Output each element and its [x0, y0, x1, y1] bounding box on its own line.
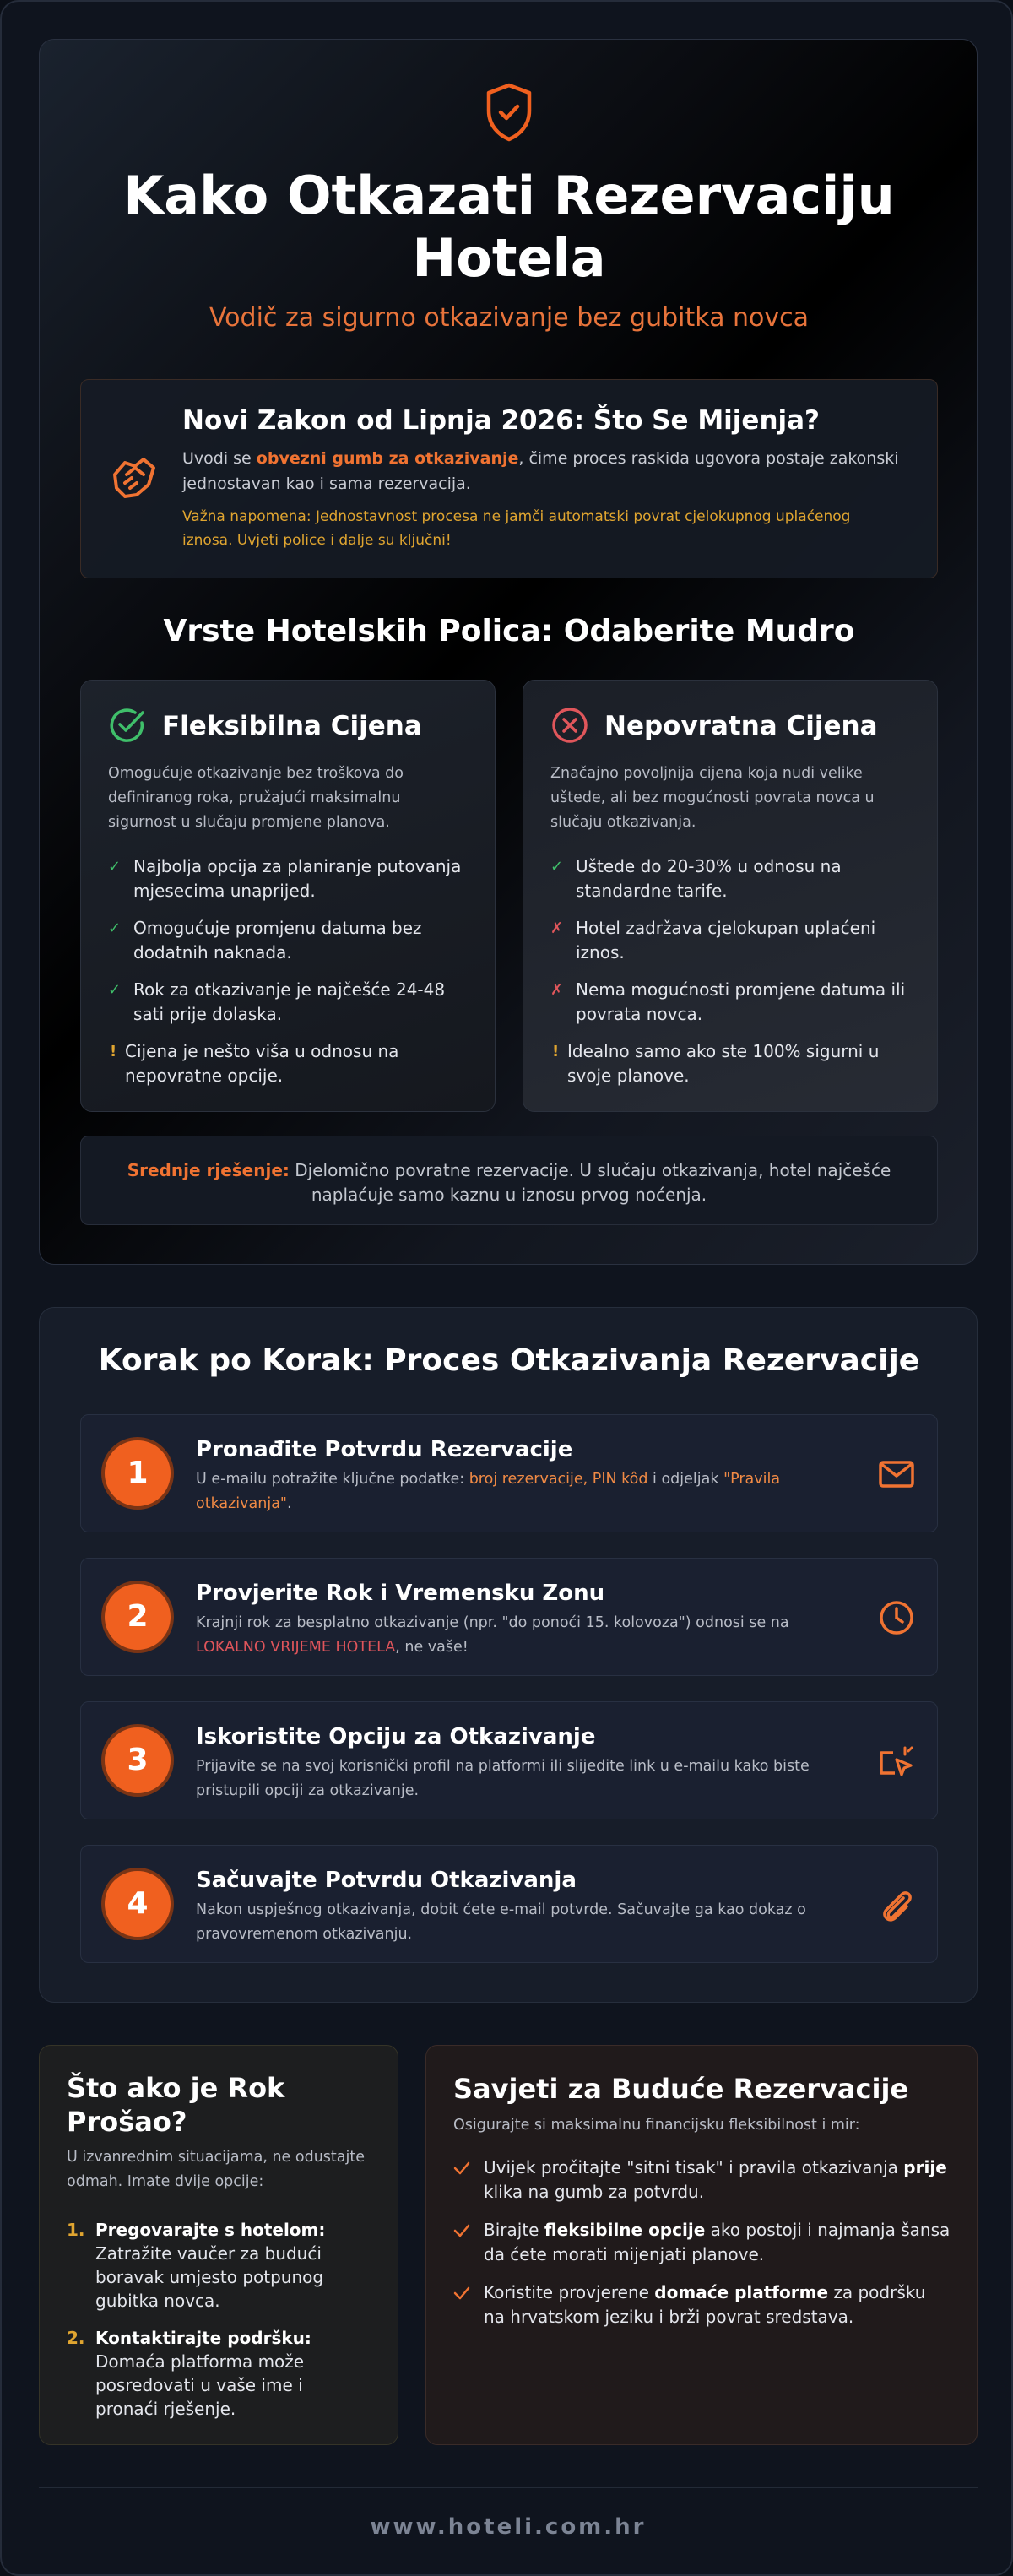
- check-icon: [453, 2224, 470, 2237]
- step-description: Prijavite se na svoj korisnički profil na platformi ili slijedite link u e-mailu kako biste pristupili opciji za otkazivanje.: [196, 1758, 810, 1799]
- step-description: Nakon uspješnog otkazivanja, dobit ćete e-mail potvrde. Sačuvajte ga kao dokaz o pravovremenom otkazivanju.: [196, 1901, 806, 1943]
- law-warning-note: Važna napomena: Jednostavnost procesa ne jamči automatski povrat cjelokupnog uplaćenog iznosa. Uvjeti police i dalje su ključni!: [182, 508, 851, 549]
- footer-url[interactable]: www.hoteli.com.hr: [370, 2514, 647, 2540]
- step-number: 1: [101, 1437, 174, 1510]
- law-title: Novi Zakon od Lipnja 2026: Što Se Mijenja?: [182, 405, 821, 436]
- steps-section: [39, 1307, 978, 2003]
- law-description: Uvodi se obvezni gumb za otkazivanje, čime proces raskida ugovora postaje zakonski jednostavan kao i sama rezervacija.: [182, 449, 899, 493]
- future-tips-card: [425, 2045, 978, 2445]
- list-item: 1. Pregovarajte s hotelom: Zatražite vaučer za budući boravak umjesto potpunog gubitka novca.: [67, 2220, 326, 2311]
- page-title: Kako Otkazati Rezervaciju Hotela: [123, 165, 895, 289]
- list-item: ✗ Hotel zadržava cjelokupan uplaćeni iznos.: [550, 918, 876, 963]
- step-number: 2: [101, 1581, 174, 1653]
- deadline-passed-card: [39, 2045, 398, 2445]
- list-item: 2. Kontaktirajte podršku: Domaća platforma može posredovati u vaše ime i pronaći rješenje.: [67, 2328, 311, 2419]
- nonrefundable-rate-description: Značajno povoljnija cijena koja nudi velike uštede, ali bez mogućnosti povrata novca u slučaju otkazivanja.: [550, 765, 875, 831]
- handshake-icon: [106, 449, 160, 503]
- click-icon: [876, 1741, 917, 1782]
- list-item: ✓ Najbolja opcija za planiranje putovanja mjesecima unaprijed.: [108, 856, 462, 901]
- list-item: ! Idealno samo ako ste 100% sigurni u svoje planove.: [552, 1041, 880, 1086]
- deadline-passed-intro: U izvanrednim situacijama, ne odustajte odmah. Imate dvije opcije:: [67, 2149, 365, 2190]
- hero-section: [39, 39, 978, 1265]
- law-highlight: obvezni gumb za otkazivanje: [256, 449, 519, 468]
- deadline-passed-title: Što ako je Rok Prošao?: [67, 2072, 285, 2138]
- steps-heading: Korak po Korak: Proces Otkazivanja Rezervacije: [98, 1343, 920, 1378]
- future-tips-intro: Osigurajte si maksimalnu financijsku fleksibilnost i mir:: [453, 2117, 860, 2134]
- deadline-options-list: [67, 2218, 371, 2434]
- nonrefundable-rate-card: [523, 680, 938, 1112]
- list-item: Birajte fleksibilne opcije ako postoji i najmanja šansa da ćete morati mijenjati planove.: [453, 2218, 951, 2267]
- flexible-rate-title: Fleksibilna Cijena: [162, 711, 422, 741]
- step-title: Provjerite Rok i Vremensku Zonu: [196, 1581, 605, 1606]
- policy-types-heading: Vrste Hotelskih Polica: Odaberite Mudro: [163, 614, 855, 648]
- step-title: Sačuvajte Potvrdu Otkazivanja: [196, 1868, 577, 1893]
- future-tips-list: [453, 2156, 951, 2343]
- step-card: [80, 1414, 938, 1532]
- footer-divider: [39, 2487, 978, 2488]
- flexible-rate-list: [108, 854, 479, 1101]
- step-title: Pronađite Potvrdu Rezervacije: [196, 1437, 573, 1462]
- step-number: 3: [101, 1724, 174, 1797]
- flexible-rate-description: Omogućuje otkazivanje bez troškova do definiranog roka, pružajući maksimalnu sigurnost u slučaju promjene planova.: [108, 765, 404, 831]
- step-card: [80, 1845, 938, 1963]
- list-item: ✓ Uštede do 20-30% u odnosu na standardne tarife.: [550, 856, 842, 901]
- flexible-rate-card: [80, 680, 496, 1112]
- middle-solution-box: Srednje rješenje: Djelomično povratne rezervacije. U slučaju otkazivanja, hotel najčešće naplaćuje samo kaznu u iznosu prvog noćenja.: [80, 1136, 938, 1225]
- shield-check-icon: [484, 82, 534, 143]
- list-item: ✗ Nema mogućnosti promjene datuma ili povrata novca.: [550, 979, 906, 1024]
- paperclip-icon: [876, 1885, 917, 1925]
- step-card: [80, 1701, 938, 1819]
- new-law-notice: [80, 379, 938, 578]
- check-circle-icon: [108, 706, 147, 745]
- mail-icon: [876, 1454, 917, 1494]
- future-tips-title: Savjeti za Buduće Rezervacije: [453, 2073, 909, 2105]
- x-circle-icon: [550, 706, 589, 745]
- step-description: Krajnji rok za besplatno otkazivanje (npr. "do ponoći 15. kolovoza") odnosi se na LOKALNO VRIJEME HOTELA, ne vaše!: [196, 1614, 789, 1656]
- check-icon: [453, 2286, 470, 2300]
- nonrefundable-rate-list: [550, 854, 922, 1101]
- clock-icon: [876, 1597, 917, 1638]
- nonrefundable-rate-title: Nepovratna Cijena: [604, 711, 878, 741]
- step-description: U e-mailu potražite ključne podatke: broj rezervacije, PIN kôd i odjeljak "Pravila otkazivanja".: [196, 1471, 781, 1512]
- list-item: ! Cijena je nešto viša u odnosu na nepovratne opcije.: [110, 1041, 399, 1086]
- check-icon: [453, 2161, 470, 2175]
- page-subtitle: Vodič za sigurno otkazivanje bez gubitka novca: [209, 303, 809, 333]
- list-item: ✓ Rok za otkazivanje je najčešće 24-48 sati prije dolaska.: [108, 979, 446, 1024]
- step-card: [80, 1558, 938, 1676]
- step-number: 4: [101, 1868, 174, 1940]
- list-item: Koristite provjerene domaće platforme za podršku na hrvatskom jeziku i brži povrat sredstava.: [453, 2280, 951, 2329]
- middle-solution-label: Srednje rješenje:: [127, 1160, 290, 1180]
- list-item: Uvijek pročitajte "sitni tisak" i pravila otkazivanja prije klika na gumb za potvrdu.: [453, 2156, 951, 2205]
- list-item: ✓ Omogućuje promjenu datuma bez dodatnih naknada.: [108, 918, 422, 963]
- step-title: Iskoristite Opciju za Otkazivanje: [196, 1724, 596, 1749]
